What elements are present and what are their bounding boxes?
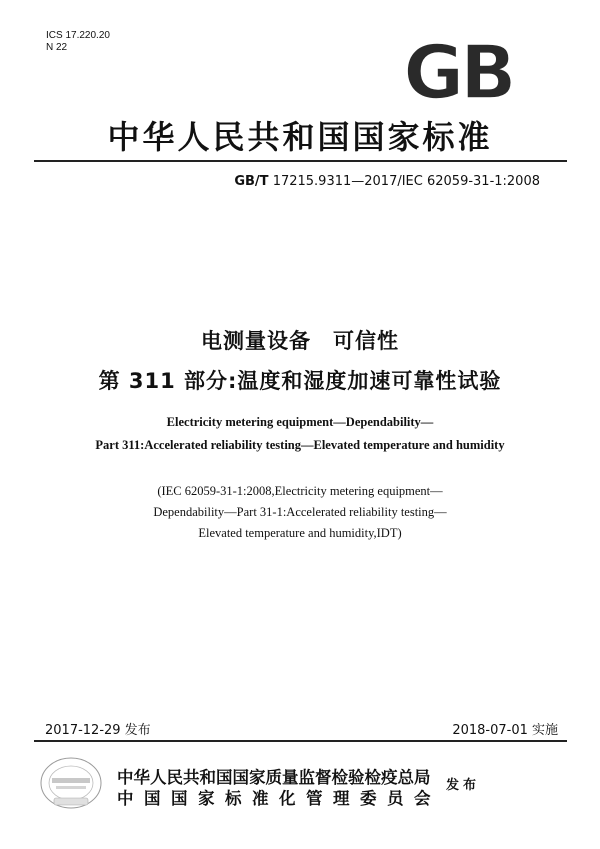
chinese-title-line2: 第 311 部分:温度和湿度加速可靠性试验	[98, 369, 502, 393]
release-label: 发布	[446, 778, 481, 793]
equivalence-line2: Dependability—Part 31-1:Accelerated reliability testing—	[153, 505, 447, 519]
issuer-line2: 中国国家标准化管理委员会	[117, 789, 441, 808]
ics-code: ICS 17.220.20	[46, 30, 110, 41]
standard-prefix: GB/T	[234, 174, 269, 189]
issue-date: 2017-12-29 发布	[45, 723, 151, 738]
standard-code: 17215.9311—2017/IEC 62059-31-1:2008	[272, 174, 540, 189]
equivalence-line3: Elevated temperature and humidity,IDT)	[198, 526, 402, 540]
gb-logo-text: GB	[403, 38, 513, 108]
classification-codes	[46, 30, 110, 54]
bottom-divider	[34, 740, 567, 742]
issuer-line1: 中华人民共和国国家质量监督检验检疫总局	[117, 768, 431, 787]
english-title-line1: Electricity metering equipment—Dependability—	[166, 415, 434, 429]
gb-logo	[398, 38, 518, 108]
english-title-line2: Part 311:Accelerated reliability testing—Elevated temperature and humidity	[95, 438, 505, 452]
national-standard-title: 中华人民共和国国家标准	[107, 118, 493, 156]
anti-counterfeit-stamp-icon	[38, 754, 104, 812]
ccs-code: N 22	[46, 42, 68, 53]
top-divider	[34, 160, 567, 162]
implementation-date: 2018-07-01 实施	[452, 723, 558, 738]
equivalence-line1: (IEC 62059-31-1:2008,Electricity metering equipment—	[157, 484, 443, 498]
standard-number	[234, 174, 540, 189]
chinese-title-line1: 电测量设备 可信性	[201, 329, 399, 353]
